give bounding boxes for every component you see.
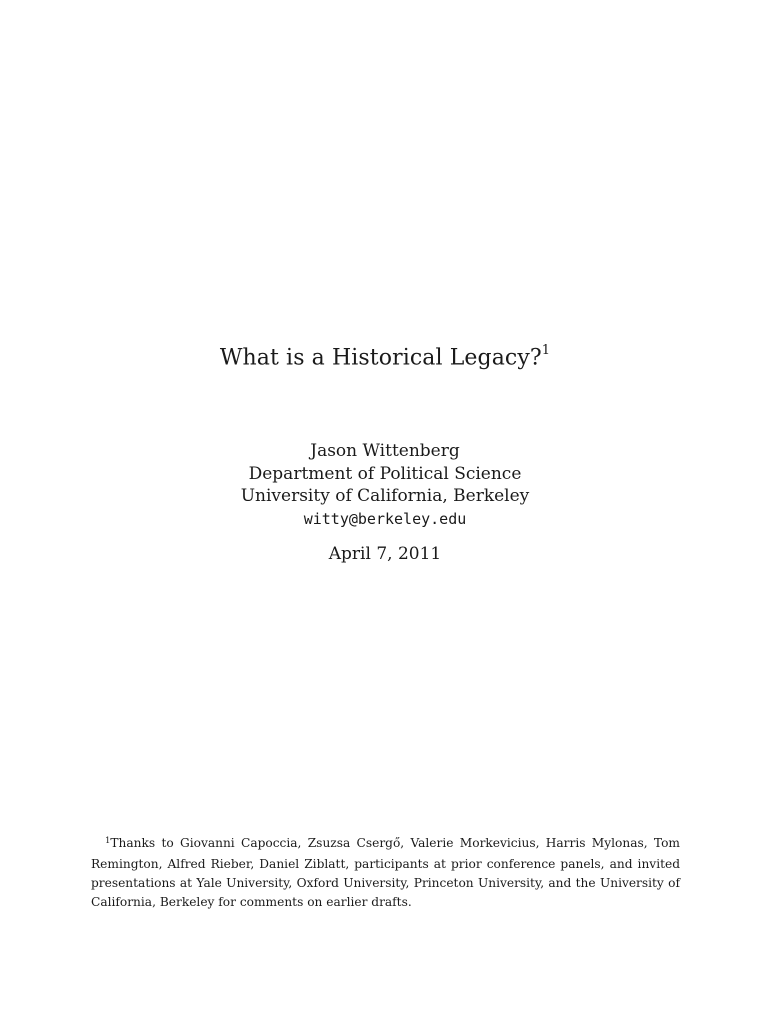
author-university: University of California, Berkeley — [240, 486, 530, 506]
author-block — [0, 440, 770, 530]
footnote-text: Thanks to Giovanni Capoccia, Zsuzsa Csergő, Valerie Morkevicius, Harris Mylonas, Tom Remington, Alfred Rieber, Daniel Ziblatt, participants at prior conference panels, and invited presentations at Yale University, Oxford University, Princeton University, and the University of California, Berkeley for comments on earlier drafts. — [91, 836, 680, 909]
paper-title — [0, 345, 770, 370]
author-name: Jason Wittenberg — [310, 441, 460, 461]
footnote — [91, 834, 680, 912]
footnote-mark: 1 — [105, 836, 111, 846]
title-footnote-mark: 1 — [541, 343, 551, 358]
title-block — [0, 345, 770, 370]
paper-date: April 7, 2011 — [328, 544, 442, 564]
paper-title-text: What is a Historical Legacy? — [219, 345, 542, 371]
author-department: Department of Political Science — [248, 463, 522, 484]
author-email: witty@berkeley.edu — [303, 509, 467, 528]
